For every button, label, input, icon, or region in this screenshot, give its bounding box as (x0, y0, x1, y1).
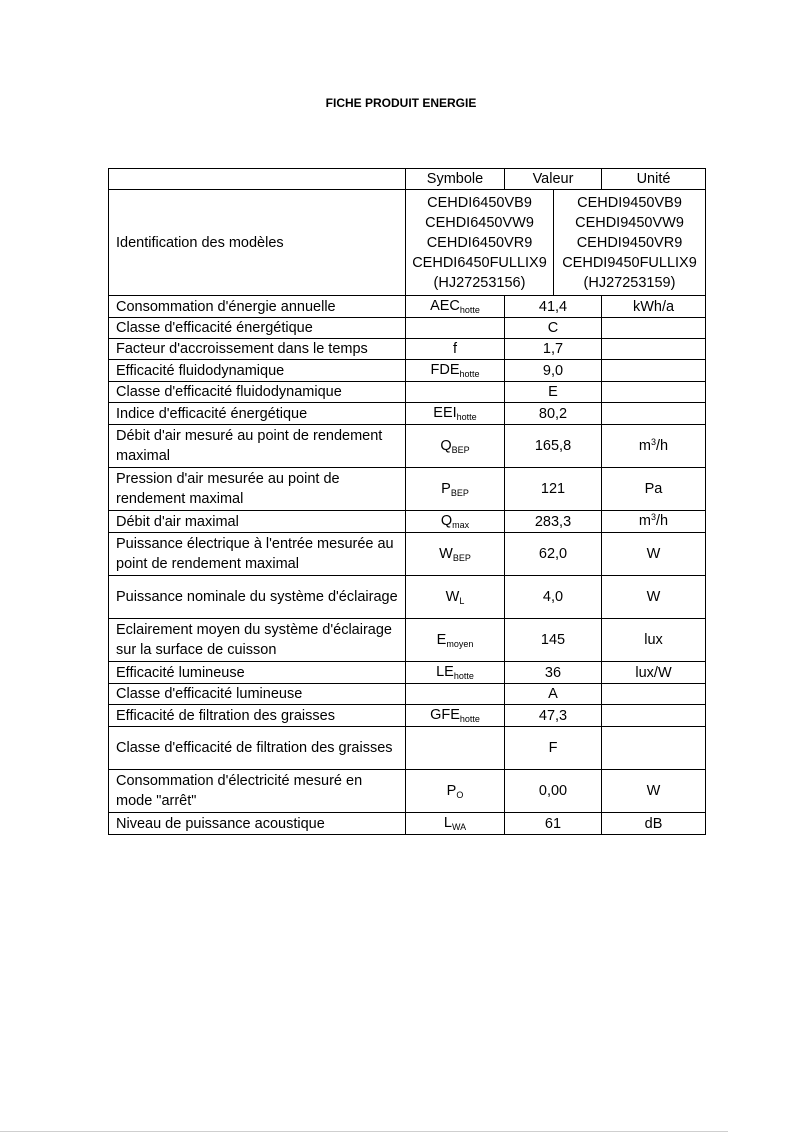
row-unit: W (602, 533, 706, 576)
row-unit (602, 318, 706, 339)
row-value: 62,0 (505, 533, 602, 576)
row-label: Efficacité lumineuse (109, 662, 406, 684)
row-unit: $m^3/h$ (602, 511, 706, 533)
model-left-2: CEHDI6450VW9 (425, 214, 534, 231)
row-value: E (505, 382, 602, 403)
model-right-4: CEHDI9450FULLIX9 (562, 254, 697, 271)
model-left-5: (HJ27253156) (433, 274, 526, 291)
row-symbol: $EEI_{hotte}$ (406, 403, 505, 425)
row-symbol: $P_{BEP}$ (406, 468, 505, 511)
row-unit: dB (602, 813, 706, 835)
table-row (109, 576, 706, 619)
row-unit (602, 705, 706, 727)
row-symbol: $AEC_{hotte}$ (406, 296, 505, 318)
identification-row (109, 190, 706, 296)
row-symbol: $L_{WA}$ (406, 813, 505, 835)
row-symbol: $W_L$ (406, 576, 505, 619)
table-row (109, 318, 706, 339)
row-label: Débit d'air mesuré au point de rendement maximal (109, 425, 406, 468)
footer-divider (0, 1131, 728, 1132)
table-row (109, 705, 706, 727)
row-symbol (406, 684, 505, 705)
row-symbol: $E_{moyen}$ (406, 619, 505, 662)
row-value: C (505, 318, 602, 339)
row-label: Niveau de puissance acoustique (109, 813, 406, 835)
row-label: Classe d'efficacité énergétique (109, 318, 406, 339)
row-label: Classe d'efficacité lumineuse (109, 684, 406, 705)
models-left-cell (406, 190, 554, 296)
row-label: Consommation d'électricité mesuré en mode "arrêt" (109, 770, 406, 813)
row-value: 36 (505, 662, 602, 684)
header-blank-cell (109, 169, 406, 190)
model-right-5: (HJ27253159) (583, 274, 676, 291)
table-row (109, 360, 706, 382)
table-row (109, 727, 706, 770)
table-row (109, 533, 706, 576)
table-row (109, 511, 706, 533)
table-row (109, 468, 706, 511)
table-row (109, 382, 706, 403)
row-unit: $m^3/h$ (602, 425, 706, 468)
table-row (109, 770, 706, 813)
row-unit: lux/W (602, 662, 706, 684)
row-symbol: $Q_{BEP}$ (406, 425, 505, 468)
table-row (109, 684, 706, 705)
row-label: Indice d'efficacité énergétique (109, 403, 406, 425)
model-right-2: CEHDI9450VW9 (575, 214, 684, 231)
row-unit (602, 339, 706, 360)
row-label: Pression d'air mesurée au point de rendement maximal (109, 468, 406, 511)
row-symbol: $FDE_{hotte}$ (406, 360, 505, 382)
row-value: 1,7 (505, 339, 602, 360)
row-label: Puissance nominale du système d'éclairage (109, 576, 406, 619)
model-right-3: CEHDI9450VR9 (576, 234, 683, 251)
model-right-1: CEHDI9450VB9 (577, 194, 682, 211)
energy-table (108, 168, 706, 835)
row-value: 41,4 (505, 296, 602, 318)
row-unit (602, 360, 706, 382)
row-label: Efficacité fluidodynamique (109, 360, 406, 382)
row-value: 47,3 (505, 705, 602, 727)
row-symbol: $W_{BEP}$ (406, 533, 505, 576)
model-left-1: CEHDI6450VB9 (427, 194, 532, 211)
row-symbol: $GFE_{hotte}$ (406, 705, 505, 727)
row-symbol: f (406, 339, 505, 360)
row-value: 61 (505, 813, 602, 835)
header-symbol: Symbole (406, 169, 505, 190)
table-row (109, 662, 706, 684)
row-value: 9,0 (505, 360, 602, 382)
row-unit: lux (602, 619, 706, 662)
row-unit (602, 727, 706, 770)
table-row (109, 619, 706, 662)
header-value: Valeur (505, 169, 602, 190)
header-unit: Unité (602, 169, 706, 190)
row-unit (602, 684, 706, 705)
row-value: 0,00 (505, 770, 602, 813)
document-title: FICHE PRODUIT ENERGIE (325, 96, 477, 110)
row-value: 4,0 (505, 576, 602, 619)
table-row (109, 813, 706, 835)
row-value: F (505, 727, 602, 770)
row-unit: W (602, 576, 706, 619)
row-value: 145 (505, 619, 602, 662)
table-row (109, 296, 706, 318)
row-label: Efficacité de filtration des graisses (109, 705, 406, 727)
row-unit: Pa (602, 468, 706, 511)
row-value: A (505, 684, 602, 705)
row-unit (602, 403, 706, 425)
row-label: Débit d'air maximal (109, 511, 406, 533)
table-row (109, 403, 706, 425)
row-label: Eclairement moyen du système d'éclairage sur la surface de cuisson (109, 619, 406, 662)
row-symbol (406, 318, 505, 339)
models-right-cell (554, 190, 706, 296)
row-value: 165,8 (505, 425, 602, 468)
row-value: 121 (505, 468, 602, 511)
header-row (109, 169, 706, 190)
row-symbol: $LE_{hotte}$ (406, 662, 505, 684)
table-row (109, 425, 706, 468)
row-symbol: $P_O$ (406, 770, 505, 813)
row-label: Facteur d'accroissement dans le temps (109, 339, 406, 360)
row-unit (602, 382, 706, 403)
identification-label: Identification des modèles (109, 190, 406, 296)
row-symbol: $Q_{max}$ (406, 511, 505, 533)
row-label: Consommation d'énergie annuelle (109, 296, 406, 318)
row-value: 80,2 (505, 403, 602, 425)
row-label: Classe d'efficacité fluidodynamique (109, 382, 406, 403)
table-row (109, 339, 706, 360)
row-symbol (406, 382, 505, 403)
row-unit: W (602, 770, 706, 813)
row-symbol (406, 727, 505, 770)
row-label: Classe d'efficacité de filtration des graisses (109, 727, 406, 770)
model-left-3: CEHDI6450VR9 (426, 234, 533, 251)
row-value: 283,3 (505, 511, 602, 533)
model-left-4: CEHDI6450FULLIX9 (412, 254, 547, 271)
row-unit: kWh/a (602, 296, 706, 318)
row-label: Puissance électrique à l'entrée mesurée au point de rendement maximal (109, 533, 406, 576)
